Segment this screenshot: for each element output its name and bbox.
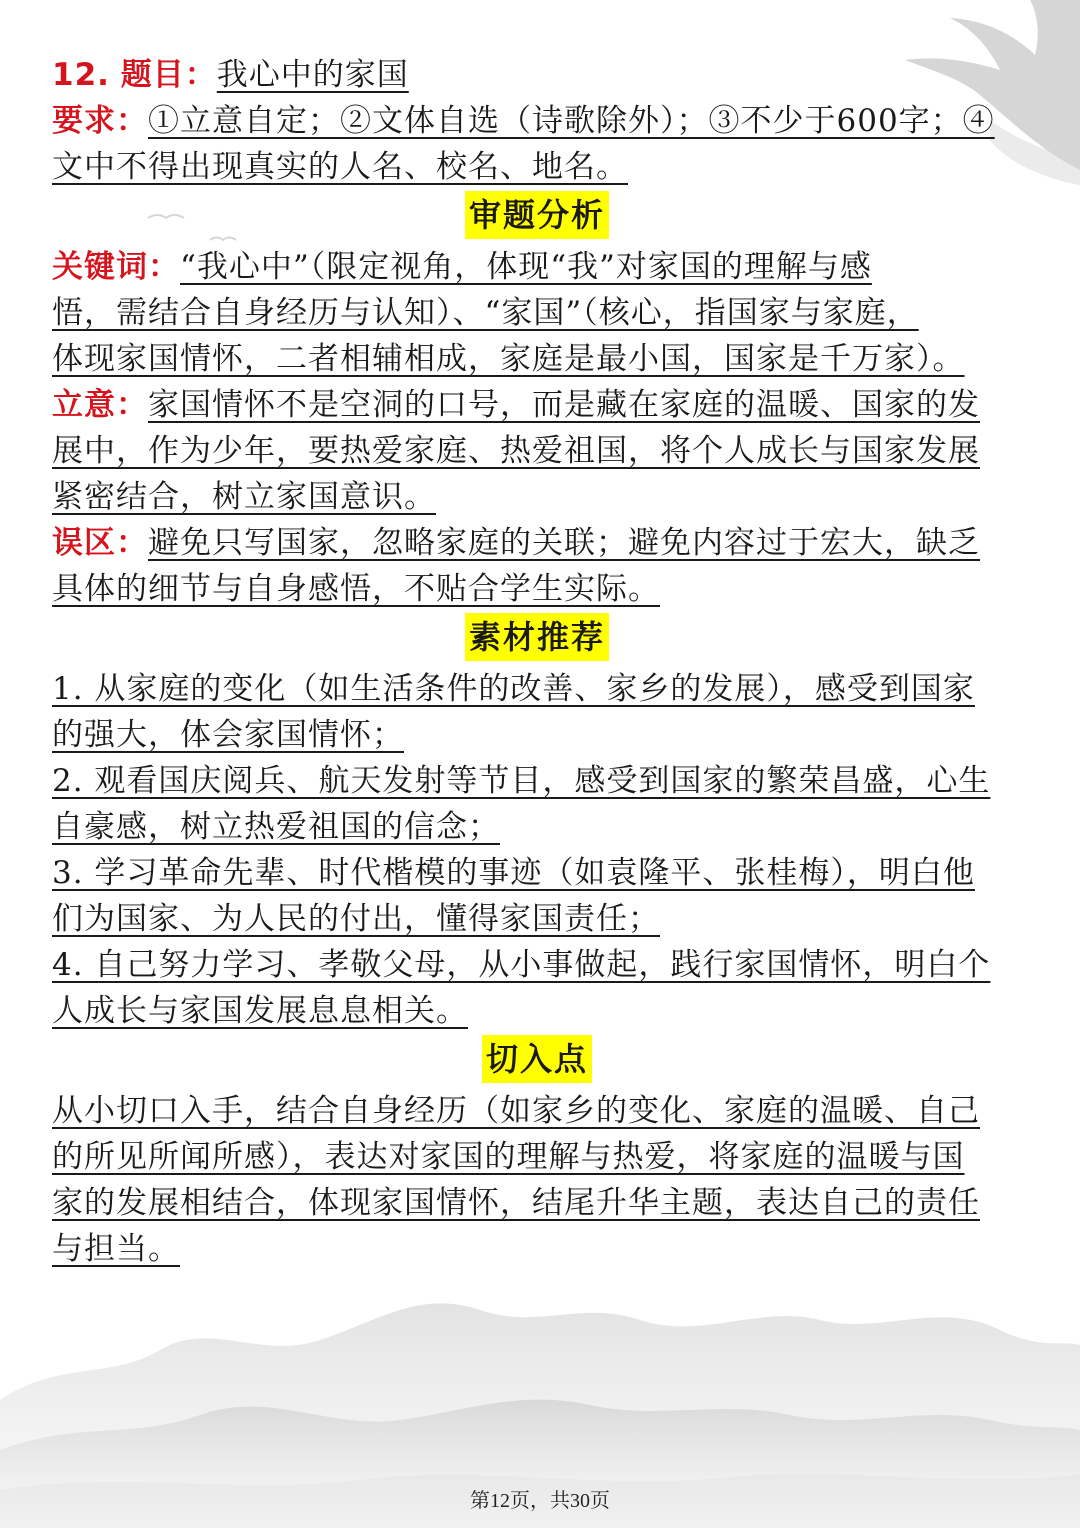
material-item-1-line-1 bbox=[52, 666, 1022, 712]
pitfall-text-2: 具体的细节与自身感悟，不贴合学生实际。 bbox=[52, 571, 660, 607]
theme-text-2: 展中，作为少年，要热爱家庭、热爱祖国，将个人成长与国家发展 bbox=[52, 433, 980, 469]
material-item-2-line-1 bbox=[52, 758, 1022, 804]
question-title-line bbox=[52, 52, 1022, 98]
material-item-text: 4. 自己努力学习、孝敬父母，从小事做起，践行家国情怀，明白个 bbox=[52, 947, 991, 983]
theme-line-3 bbox=[52, 474, 1022, 520]
material-item-text: 自豪感，树立热爱祖国的信念； bbox=[52, 809, 500, 845]
entry-line-4 bbox=[52, 1226, 1022, 1272]
material-item-text: 们为国家、为人民的付出，懂得家国责任； bbox=[52, 901, 660, 937]
question-number: 12. bbox=[52, 57, 110, 93]
requirements-text-1: ①立意自定；②文体自选（诗歌除外）；③不少于600字；④ bbox=[148, 103, 995, 139]
theme-text-3: 紧密结合，树立家国意识。 bbox=[52, 479, 436, 515]
materials-heading-wrap bbox=[52, 613, 1022, 665]
pitfall-line-1 bbox=[52, 520, 1022, 566]
theme-line-1 bbox=[52, 382, 1022, 428]
material-item-text: 2. 观看国庆阅兵、航天发射等节目，感受到国家的繁荣昌盛，心生 bbox=[52, 763, 991, 799]
entry-text-4: 与担当。 bbox=[52, 1231, 180, 1267]
pitfall-line-2 bbox=[52, 566, 1022, 612]
analysis-heading-wrap bbox=[52, 191, 1022, 243]
requirements-line-2 bbox=[52, 144, 1022, 190]
theme-line-2 bbox=[52, 428, 1022, 474]
essay-guide-content bbox=[52, 52, 1022, 1272]
page-number: 第12页，共30页 bbox=[470, 1490, 610, 1512]
keywords-line-2 bbox=[52, 290, 1022, 336]
entry-line-2 bbox=[52, 1134, 1022, 1180]
material-item-4-line-1 bbox=[52, 942, 1022, 988]
material-item-2-line-2 bbox=[52, 804, 1022, 850]
theme-label: 立意： bbox=[52, 387, 148, 423]
material-item-3-line-1 bbox=[52, 850, 1022, 896]
entry-text-1: 从小切口入手，结合自身经历（如家乡的变化、家庭的温暖、自己 bbox=[52, 1093, 980, 1129]
entry-text-3: 家的发展相结合，体现家国情怀，结尾升华主题，表达自己的责任 bbox=[52, 1185, 980, 1221]
keywords-label: 关键词： bbox=[52, 249, 180, 285]
keywords-text-3: 体现家国情怀，二者相辅相成，家庭是最小国，国家是千万家）。 bbox=[52, 341, 965, 377]
question-title-text: 我心中的家国 bbox=[216, 57, 409, 93]
requirements-line-1 bbox=[52, 98, 1022, 144]
theme-text-1: 家国情怀不是空洞的口号，而是藏在家庭的温暖、国家的发 bbox=[148, 387, 980, 423]
material-item-text: 1. 从家庭的变化（如生活条件的改善、家乡的发展），感受到国家 bbox=[52, 671, 975, 707]
requirements-text-2: 文中不得出现真实的人名、校名、地名。 bbox=[52, 149, 628, 185]
title-label: 题目： bbox=[120, 57, 217, 93]
keywords-line-3 bbox=[52, 336, 1022, 382]
materials-heading: 素材推荐 bbox=[465, 613, 609, 661]
keywords-line-1 bbox=[52, 244, 1022, 290]
entry-line-3 bbox=[52, 1180, 1022, 1226]
entry-heading: 切入点 bbox=[482, 1035, 592, 1083]
material-item-4-line-2 bbox=[52, 988, 1022, 1034]
requirements-label: 要求： bbox=[52, 103, 148, 139]
keywords-text-1: “我心中”（限定视角，体现“我”对家国的理解与感 bbox=[180, 249, 872, 285]
material-item-text: 的强大，体会家国情怀； bbox=[52, 717, 404, 753]
analysis-heading: 审题分析 bbox=[465, 191, 609, 239]
material-item-text: 3. 学习革命先辈、时代楷模的事迹（如袁隆平、张桂梅），明白他 bbox=[52, 855, 975, 891]
material-item-text: 人成长与家国发展息息相关。 bbox=[52, 993, 468, 1029]
material-item-3-line-2 bbox=[52, 896, 1022, 942]
entry-text-2: 的所见所闻所感），表达对家国的理解与热爱，将家庭的温暖与国 bbox=[52, 1139, 965, 1175]
pitfall-label: 误区： bbox=[52, 525, 148, 561]
keywords-text-2: 悟，需结合自身经历与认知）、“家国”（核心，指国家与家庭， bbox=[52, 295, 919, 331]
entry-heading-wrap bbox=[52, 1035, 1022, 1087]
entry-line-1 bbox=[52, 1088, 1022, 1134]
material-item-1-line-2 bbox=[52, 712, 1022, 758]
pitfall-text-1: 避免只写国家，忽略家庭的关联；避免内容过于宏大，缺乏 bbox=[148, 525, 980, 561]
